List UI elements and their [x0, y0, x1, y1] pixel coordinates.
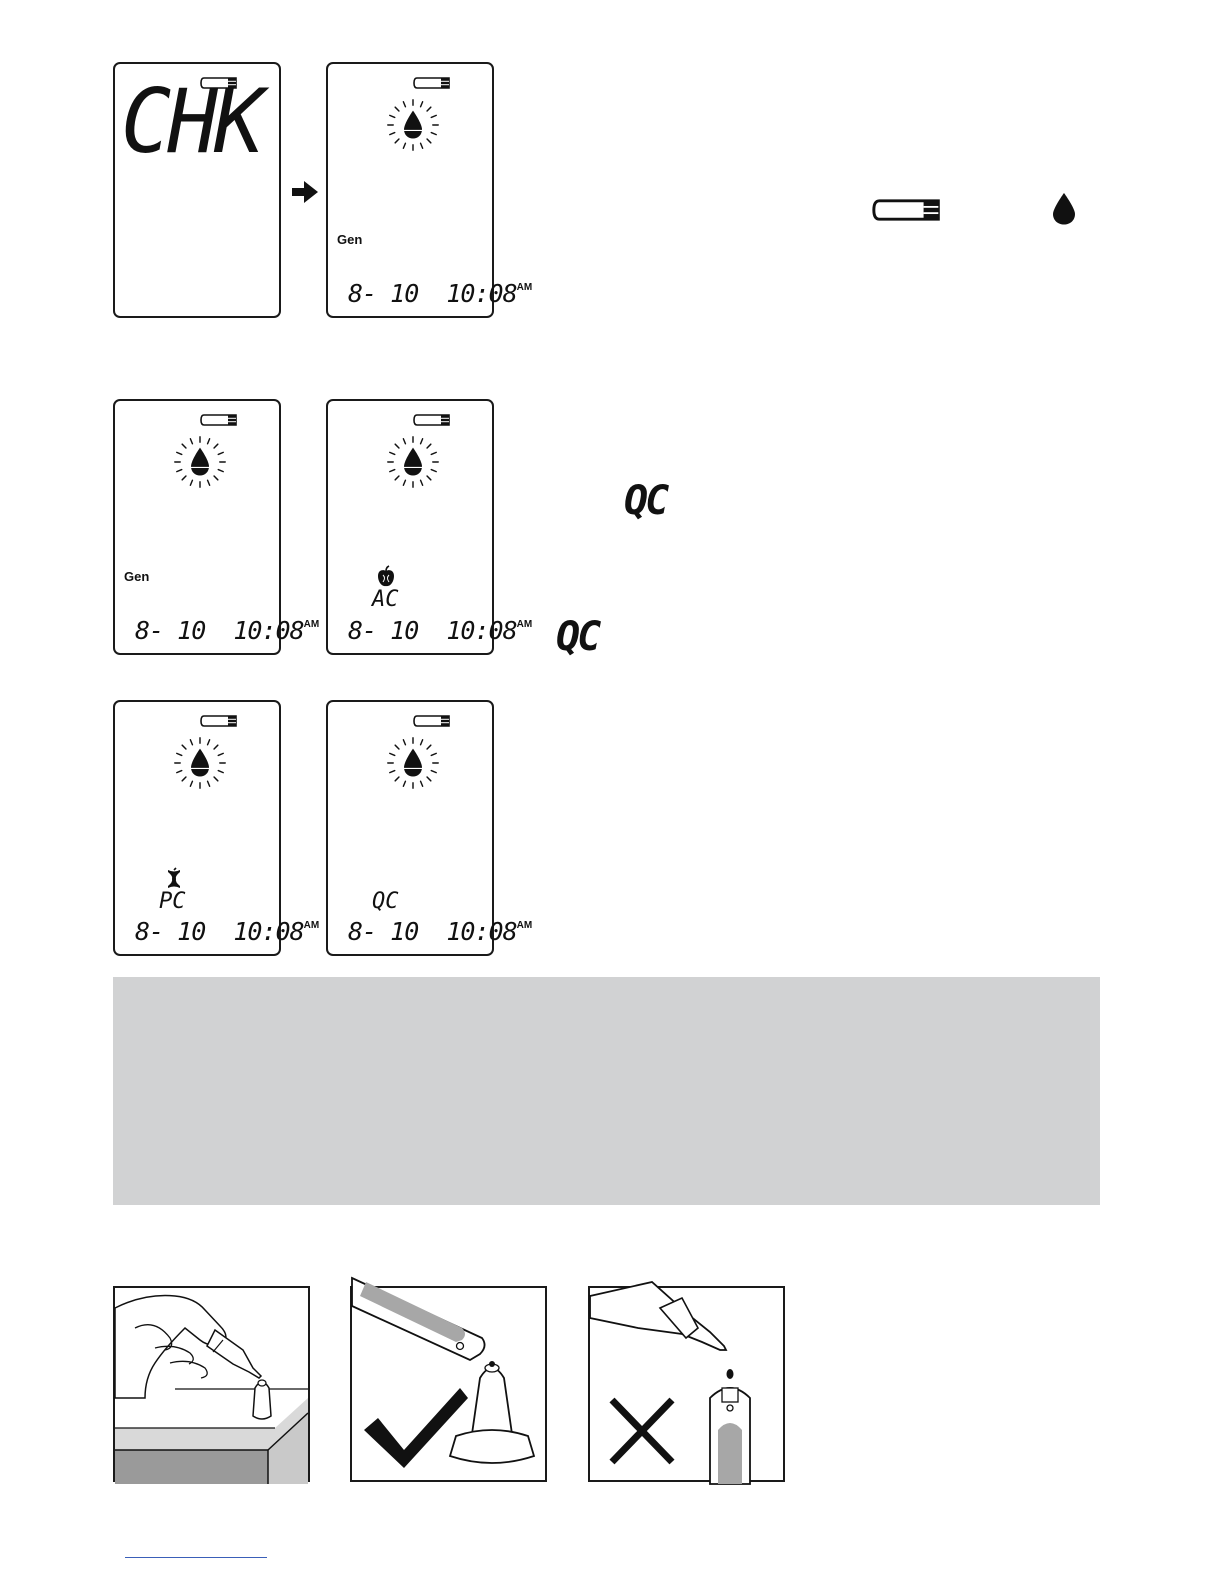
- date-time-display: [348, 279, 532, 308]
- date-display: 8- 10: [135, 616, 206, 645]
- ampm-indicator: AM: [516, 282, 533, 293]
- qc-symbol: QC: [624, 478, 667, 524]
- date-time-display: [348, 917, 532, 946]
- test-strip-icon: [200, 715, 238, 727]
- date-time-display: [348, 616, 532, 645]
- blood-drop-icon: [386, 98, 440, 152]
- date-display: 8- 10: [348, 279, 419, 308]
- meter-screen-chk: [113, 62, 281, 318]
- meter-screen-ac: [326, 399, 533, 655]
- meter-screen-pc: [113, 700, 320, 956]
- gen-mode-label: Gen: [124, 569, 150, 584]
- test-strip-icon: [200, 414, 238, 426]
- pc-mode-label: PC: [159, 889, 186, 914]
- date-time-display: [135, 616, 319, 645]
- note-box: [113, 977, 1100, 1205]
- date-display: 8- 10: [348, 616, 419, 645]
- meter-screen-gen-main: [326, 62, 533, 318]
- blood-drop-icon: [173, 736, 227, 790]
- test-strip-icon: [872, 199, 942, 221]
- date-display: 8- 10: [348, 917, 419, 946]
- date-display: 8- 10: [135, 917, 206, 946]
- time-display: 10:08: [233, 616, 304, 645]
- apple-icon: [375, 566, 397, 588]
- ampm-indicator: AM: [303, 619, 320, 630]
- meter-screen-gen: [113, 399, 320, 655]
- meter-screen-qc: [326, 700, 533, 956]
- qc-symbol: QC: [556, 614, 599, 660]
- ampm-indicator: AM: [516, 619, 533, 630]
- illustration-apply-control-solution: [113, 1286, 310, 1482]
- qc-mode-label: QC: [372, 889, 399, 914]
- ac-mode-label: AC: [372, 587, 399, 612]
- blood-drop-icon: [386, 435, 440, 489]
- test-strip-icon: [413, 715, 451, 727]
- blood-drop-icon: [173, 435, 227, 489]
- ampm-indicator: AM: [303, 920, 320, 931]
- gen-mode-label: Gen: [337, 232, 363, 247]
- time-display: 10:08: [446, 279, 517, 308]
- apple-core-icon: [165, 868, 183, 890]
- test-strip-icon: [413, 77, 451, 89]
- illustration-correct-method: [350, 1286, 547, 1482]
- blood-drop-icon: [1052, 193, 1076, 225]
- ampm-indicator: AM: [516, 920, 533, 931]
- arrow-right-icon: [292, 181, 318, 203]
- illustration-incorrect-method: [588, 1286, 785, 1482]
- time-display: 10:08: [446, 616, 517, 645]
- time-display: 10:08: [233, 917, 304, 946]
- time-display: 10:08: [446, 917, 517, 946]
- x-mark-icon: [612, 1400, 672, 1462]
- test-strip-icon: [413, 414, 451, 426]
- date-time-display: [135, 917, 319, 946]
- footer-divider: [125, 1557, 267, 1558]
- blood-drop-icon: [386, 736, 440, 790]
- chk-display-text: CHK: [121, 70, 261, 173]
